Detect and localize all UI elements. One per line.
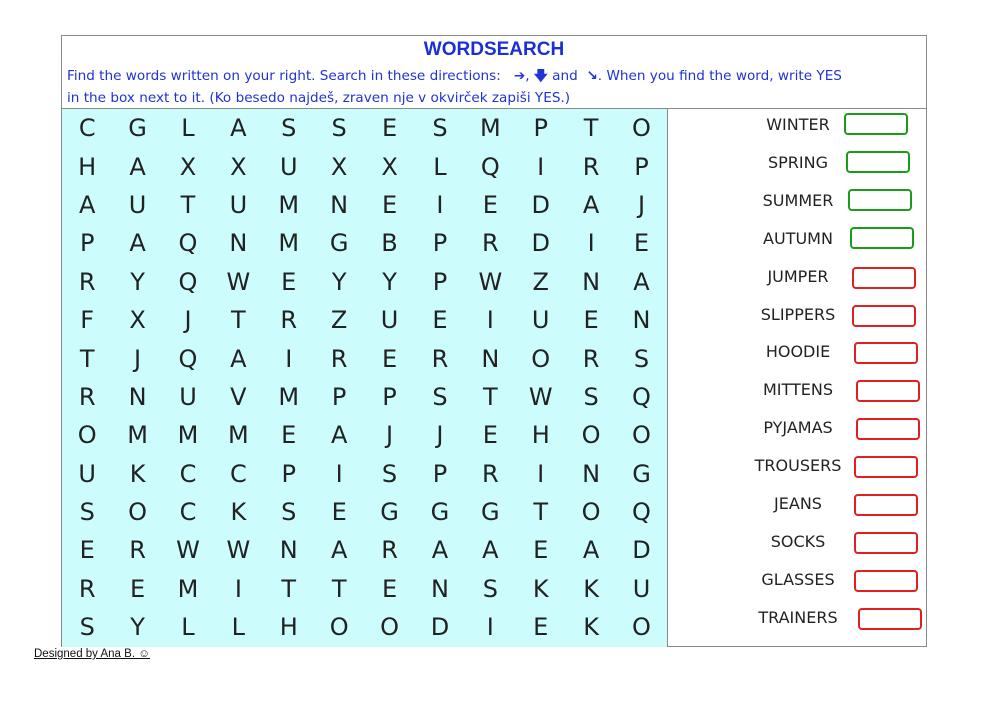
grid-letter[interactable]: A [129, 229, 146, 258]
grid-letter[interactable]: U [279, 152, 298, 181]
grid-letter[interactable]: W [226, 536, 251, 565]
grid-letter[interactable]: C [179, 459, 197, 488]
instructions [67, 65, 922, 109]
word-item [668, 340, 927, 370]
grid-letter[interactable]: W [226, 267, 251, 296]
grid-letter[interactable]: S [331, 114, 347, 143]
arrow-down-icon: 🡇 [533, 68, 548, 84]
grid-letter[interactable]: R [330, 344, 348, 373]
grid-letter[interactable]: L [433, 152, 447, 181]
grid-letter[interactable]: P [432, 459, 448, 488]
grid-letter[interactable]: M [278, 382, 300, 411]
grid-letter[interactable]: I [436, 190, 444, 219]
grid-letter[interactable]: E [130, 574, 146, 603]
answer-box[interactable] [854, 570, 918, 592]
grid-letter[interactable]: J [134, 344, 142, 373]
answer-box[interactable] [852, 305, 916, 327]
grid-letter[interactable]: E [381, 114, 398, 143]
grid-letter[interactable]: E [381, 190, 398, 219]
answer-box[interactable] [854, 456, 918, 478]
grid-letter[interactable]: A [129, 152, 146, 181]
grid-letter[interactable]: X [179, 152, 197, 181]
answer-box[interactable] [854, 342, 918, 364]
grid-letter[interactable]: M [177, 574, 199, 603]
grid-letter[interactable]: S [432, 382, 448, 411]
grid-letter[interactable]: O [380, 613, 399, 642]
grid-letter[interactable]: T [583, 114, 599, 143]
grid-letter[interactable]: G [481, 498, 500, 527]
grid-letter[interactable]: P [533, 114, 548, 143]
word-item [668, 606, 927, 636]
grid-letter[interactable]: R [582, 344, 600, 373]
grid-letter[interactable]: P [281, 459, 296, 488]
grid-letter[interactable]: U [128, 190, 147, 219]
word-item [668, 492, 927, 522]
word-label: JUMPER [767, 266, 829, 286]
grid-letter[interactable]: S [281, 498, 297, 527]
word-item [668, 265, 927, 295]
grid-letter[interactable]: U [632, 574, 651, 603]
word-label: TROUSERS [754, 456, 842, 476]
grid-letter[interactable]: Q [632, 382, 651, 411]
grid-letter[interactable]: S [281, 114, 297, 143]
grid-letter[interactable]: S [633, 344, 650, 373]
grid-letter[interactable]: P [432, 267, 448, 296]
grid-letter[interactable]: L [231, 613, 246, 642]
word-label: SOCKS [770, 531, 826, 551]
grid-letter[interactable]: T [281, 574, 297, 603]
grid-letter[interactable]: Q [178, 267, 198, 296]
grid-letter[interactable]: I [486, 613, 494, 642]
word-label: SPRING [767, 152, 828, 172]
answer-box[interactable] [852, 267, 916, 289]
grid-letter[interactable]: T [331, 574, 347, 603]
grid-letter[interactable]: I [486, 306, 494, 335]
instructions-line-1: Find the words written on your right. Search in these directions: ➔, 🡇 and ↘. When you find the word, write YES [67, 68, 842, 84]
instructions-text-a: Find the words written on your right. Search in these directions: [67, 68, 501, 84]
grid-letter[interactable]: A [431, 536, 449, 565]
word-item [668, 227, 927, 257]
grid-letter[interactable]: K [230, 498, 247, 527]
grid-letter[interactable]: R [78, 382, 96, 411]
grid-letter[interactable]: P [432, 229, 448, 258]
grid-letter[interactable]: R [280, 306, 298, 335]
answer-box[interactable] [854, 532, 918, 554]
grid-letter[interactable]: F [80, 306, 95, 335]
grid-letter[interactable]: T [180, 190, 196, 219]
grid-letter[interactable]: C [78, 114, 96, 143]
grid-letter[interactable]: V [230, 382, 247, 411]
grid-letter[interactable]: E [381, 574, 398, 603]
grid-letter[interactable]: J [386, 421, 394, 450]
grid-letter[interactable]: N [229, 229, 248, 258]
grid-letter[interactable]: U [229, 190, 248, 219]
grid-letter[interactable]: Y [331, 267, 347, 296]
grid-letter[interactable]: A [230, 344, 247, 373]
grid-letter[interactable]: K [532, 574, 549, 603]
grid-letter[interactable]: C [229, 459, 247, 488]
word-item [668, 378, 927, 408]
grid-letter[interactable]: A [482, 536, 499, 565]
grid-letter[interactable]: E [633, 229, 650, 258]
grid-letter[interactable]: N [279, 536, 298, 565]
grid-letter[interactable]: Q [178, 344, 198, 373]
grid-letter[interactable]: E [533, 536, 549, 565]
grid-letter[interactable]: N [632, 306, 651, 335]
grid-letter[interactable]: R [129, 536, 146, 565]
grid-letter[interactable]: E [482, 190, 498, 219]
grid-letter[interactable]: M [479, 114, 501, 143]
word-label: JEANS [774, 494, 822, 513]
grid-letter[interactable]: A [633, 267, 650, 296]
grid-letter[interactable]: X [129, 306, 146, 335]
grid-letter[interactable]: T [231, 306, 246, 335]
grid-letter[interactable]: A [330, 421, 348, 450]
grid-letter[interactable]: I [587, 229, 595, 258]
grid-letter[interactable]: T [482, 382, 498, 411]
grid-letter[interactable]: N [481, 344, 500, 373]
grid-letter[interactable]: Q [480, 152, 500, 181]
word-label: WINTER [766, 115, 830, 134]
grid-letter[interactable]: S [79, 498, 95, 527]
grid-letter[interactable]: M [228, 421, 249, 450]
grid-letter[interactable]: H [279, 613, 298, 642]
grid-letter[interactable]: U [179, 382, 197, 411]
grid-letter[interactable]: P [382, 382, 397, 411]
grid-letter[interactable]: X [230, 152, 247, 181]
grid-letter[interactable]: E [331, 498, 347, 527]
grid-letter[interactable]: R [78, 267, 96, 296]
grid-letter[interactable]: M [177, 421, 199, 450]
grid-letter[interactable]: I [234, 574, 242, 603]
grid-letter[interactable]: E [281, 267, 297, 296]
grid-letter[interactable]: G [128, 114, 147, 143]
word-label: MITTENS [762, 380, 834, 400]
grid-letter[interactable]: N [330, 190, 349, 219]
grid-letter[interactable]: O [581, 421, 601, 450]
grid-letter[interactable]: R [481, 229, 499, 258]
grid-letter[interactable]: Q [178, 229, 198, 258]
grid-letter[interactable]: E [381, 344, 398, 373]
answer-box[interactable] [856, 418, 920, 440]
grid-letter[interactable]: P [331, 382, 347, 411]
grid-letter[interactable]: S [432, 114, 448, 143]
grid-letter[interactable]: Y [130, 613, 145, 642]
grid-letter[interactable]: J [436, 421, 444, 450]
grid-letter[interactable]: H [78, 152, 97, 181]
grid-letter[interactable]: W [176, 536, 200, 565]
grid-letter[interactable]: E [482, 421, 498, 450]
grid-letter[interactable]: L [181, 613, 195, 642]
grid-letter[interactable]: T [79, 344, 95, 373]
grid-letter[interactable]: I [537, 459, 545, 488]
grid-letter[interactable]: I [537, 152, 545, 181]
answer-box[interactable] [854, 494, 918, 516]
grid-letter[interactable]: D [430, 613, 450, 642]
word-item [668, 151, 927, 181]
grid-letter[interactable]: W [528, 382, 553, 411]
grid-letter[interactable]: Z [532, 267, 549, 296]
word-list [668, 109, 927, 647]
instructions-line-2: in the box next to it. (Ko besedo najdeš, zraven nje v okvirček zapiši YES.) [67, 90, 571, 106]
arrow-right-icon: ➔ [513, 68, 526, 84]
grid-letter[interactable]: L [181, 114, 195, 143]
grid-letter[interactable]: B [381, 229, 398, 258]
grid-letter[interactable]: O [531, 344, 551, 373]
instructions-text-b: . When you find the word, write YES [597, 68, 842, 84]
grid-letter[interactable]: E [432, 306, 448, 335]
letter-grid [62, 109, 668, 647]
grid-letter[interactable]: D [531, 190, 550, 219]
grid-letter[interactable]: N [582, 459, 601, 488]
grid-letter[interactable]: Y [130, 267, 145, 296]
answer-box[interactable] [858, 608, 922, 630]
grid-letter[interactable]: D [632, 536, 651, 565]
grid-letter[interactable]: N [582, 267, 601, 296]
grid-letter[interactable]: N [430, 574, 449, 603]
grid-letter[interactable]: R [431, 344, 449, 373]
word-item [668, 113, 927, 143]
grid-letter[interactable]: A [582, 190, 600, 219]
word-label: HOODIE [765, 342, 831, 362]
grid-letter[interactable]: E [281, 421, 297, 450]
grid-letter[interactable]: O [632, 613, 651, 642]
grid-letter[interactable]: O [77, 421, 97, 450]
grid-letter[interactable]: M [127, 421, 148, 450]
grid-letter[interactable]: Z [330, 306, 348, 335]
grid-letter[interactable]: X [330, 152, 348, 181]
grid-letter[interactable]: G [632, 459, 651, 488]
header [62, 36, 926, 109]
grid-letter[interactable]: S [79, 613, 95, 642]
grid-letter[interactable]: O [128, 498, 148, 527]
grid-letter[interactable]: E [533, 613, 549, 642]
grid-letter[interactable]: O [632, 114, 651, 143]
designer-credit: Designed by Ana B. ☺ [34, 648, 150, 660]
grid-letter[interactable]: R [78, 574, 96, 603]
grid-letter[interactable]: G [329, 229, 349, 258]
grid-letter[interactable]: X [381, 152, 398, 181]
grid-letter[interactable]: G [430, 498, 450, 527]
word-label: SUMMER [762, 190, 834, 210]
grid-letter[interactable]: A [230, 114, 247, 143]
grid-letter[interactable]: P [634, 152, 649, 181]
grid-letter[interactable]: P [79, 229, 95, 258]
grid-letter[interactable]: A [330, 536, 348, 565]
grid-letter[interactable]: J [637, 190, 646, 219]
grid-letter[interactable]: I [285, 344, 293, 373]
grid-letter[interactable]: O [581, 498, 601, 527]
word-item [668, 189, 927, 219]
grid-letter[interactable]: N [128, 382, 147, 411]
grid-letter[interactable]: D [531, 229, 550, 258]
grid-letter[interactable]: Y [382, 267, 397, 296]
grid-letter[interactable]: E [79, 536, 95, 565]
and-text: and [552, 68, 578, 84]
grid-letter[interactable]: A [78, 190, 96, 219]
grid-letter[interactable]: C [179, 498, 197, 527]
word-label: GLASSES [761, 569, 835, 589]
grid-letter[interactable]: H [531, 421, 550, 450]
grid-letter[interactable]: O [329, 613, 349, 642]
answer-box[interactable] [850, 227, 914, 249]
grid-letter[interactable]: W [478, 267, 503, 296]
grid-letter[interactable]: I [335, 459, 343, 488]
worksheet [61, 35, 927, 647]
grid-letter[interactable]: S [381, 459, 398, 488]
page-title: WORDSEARCH [423, 39, 565, 60]
grid-letter[interactable]: K [583, 574, 599, 603]
grid-letter[interactable]: Q [632, 498, 651, 527]
grid-letter[interactable]: R [381, 536, 398, 565]
grid-letter[interactable]: M [278, 229, 300, 258]
arrow-diagonal-icon: ↘ [586, 68, 598, 84]
grid-letter[interactable]: G [380, 498, 399, 527]
answer-box[interactable] [846, 151, 910, 173]
grid-letter[interactable]: K [583, 613, 599, 642]
answer-box[interactable] [856, 380, 920, 402]
word-label: AUTUMN [763, 228, 833, 248]
word-item [668, 454, 927, 484]
word-label: PYJAMAS [763, 418, 833, 438]
grid-letter[interactable]: K [129, 459, 146, 488]
answer-box[interactable] [844, 113, 908, 135]
grid-letter[interactable]: R [481, 459, 499, 488]
grid-letter[interactable]: U [380, 306, 399, 335]
word-item [668, 303, 927, 333]
grid-letter[interactable]: S [482, 574, 498, 603]
word-item [668, 568, 927, 598]
word-label: SLIPPERS [760, 304, 836, 324]
grid-letter[interactable]: M [278, 190, 300, 219]
grid-letter[interactable]: T [533, 498, 549, 527]
word-item [668, 416, 927, 446]
grid-letter[interactable]: S [583, 382, 599, 411]
grid-letter[interactable]: J [184, 306, 192, 335]
grid-letter[interactable]: U [78, 459, 96, 488]
word-item [668, 530, 927, 560]
grid-letter[interactable]: A [582, 536, 600, 565]
grid-letter[interactable]: R [582, 152, 600, 181]
answer-box[interactable] [848, 189, 912, 211]
grid-letter[interactable]: U [531, 306, 550, 335]
grid-letter[interactable]: O [632, 421, 651, 450]
word-label: TRAINERS [758, 607, 838, 627]
grid-letter[interactable]: E [583, 306, 599, 335]
